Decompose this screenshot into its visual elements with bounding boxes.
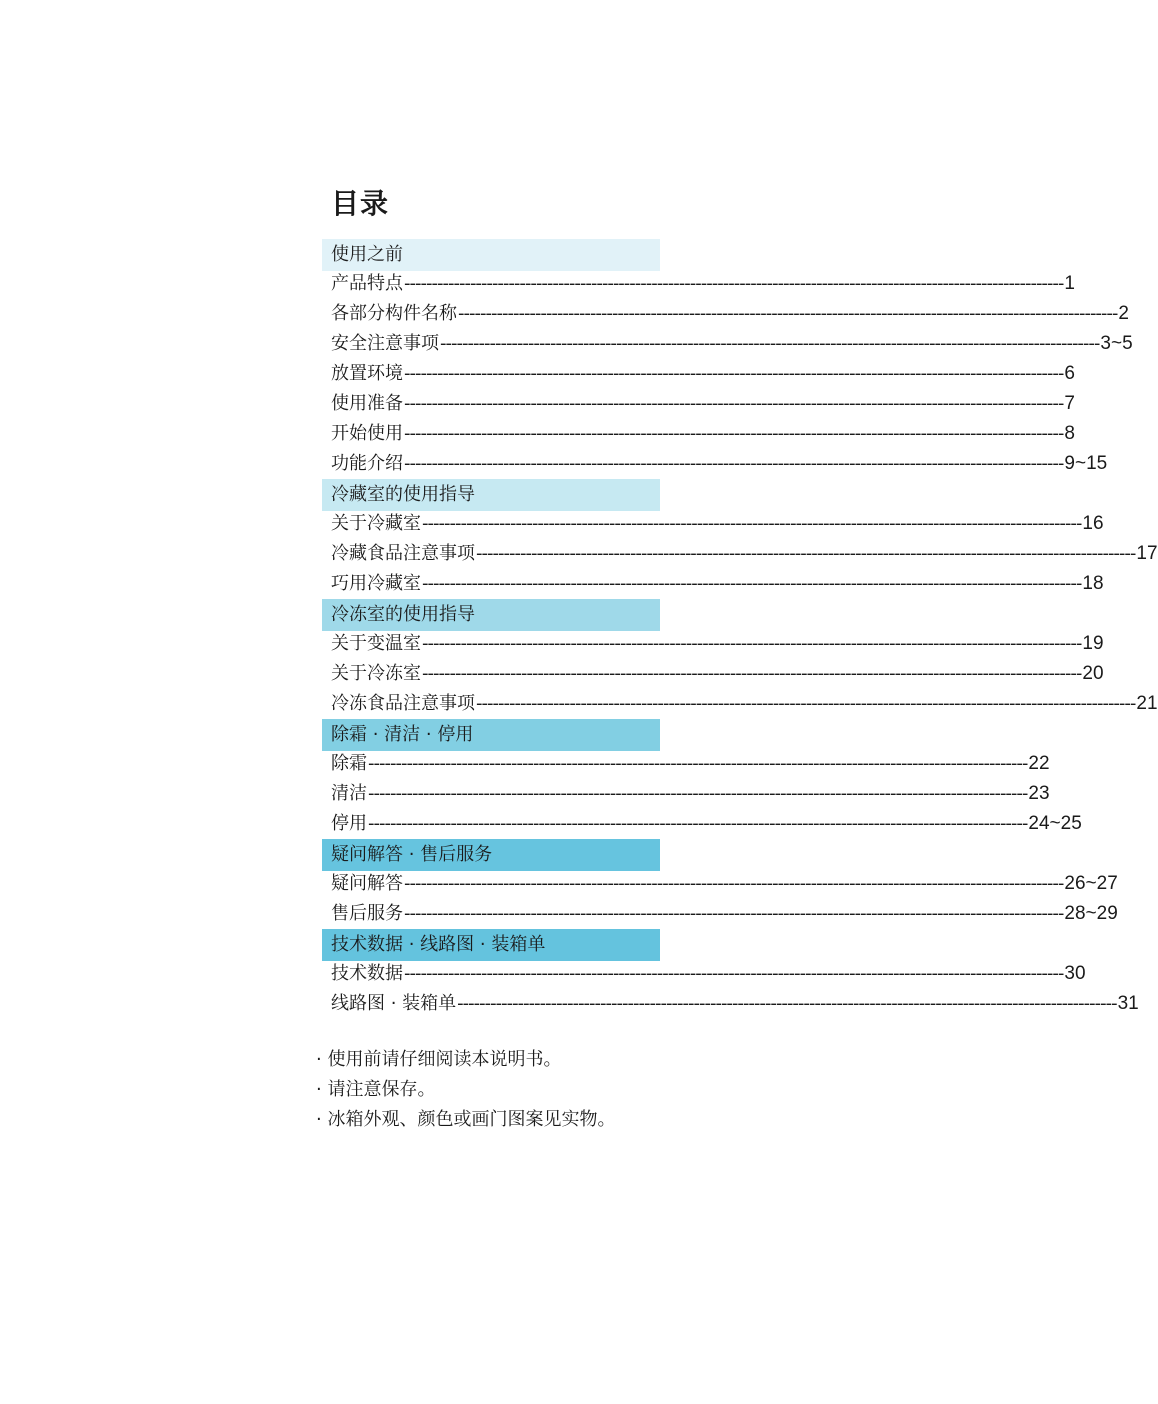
toc-entry[interactable] xyxy=(322,509,1104,539)
dot-leader: ------------------------------------------------------------------------------------------------------------------------ xyxy=(368,753,1028,774)
toc-entry-label: 产品特点 xyxy=(331,273,403,294)
toc-entry-label: 放置环境 xyxy=(331,363,403,384)
toc-entry-page: 21 xyxy=(1136,693,1158,714)
section-header-label: 冷藏室的使用指导 xyxy=(331,484,475,505)
toc-entry[interactable] xyxy=(322,419,1075,449)
toc-entry-label: 冷藏食品注意事项 xyxy=(331,543,475,564)
dot-leader: ------------------------------------------------------------------------------------------------------------------------ xyxy=(404,273,1064,294)
toc-entry-label: 开始使用 xyxy=(331,423,403,444)
dot-leader: ------------------------------------------------------------------------------------------------------------------------ xyxy=(458,303,1118,324)
toc-entry-label: 冷冻食品注意事项 xyxy=(331,693,475,714)
dot-leader: ------------------------------------------------------------------------------------------------------------------------ xyxy=(404,873,1064,894)
toc-entry[interactable] xyxy=(322,689,1158,719)
toc-entry-label: 售后服务 xyxy=(331,903,403,924)
toc-entry-page: 7 xyxy=(1064,393,1075,414)
toc-entry-page: 26~27 xyxy=(1064,873,1118,894)
note-item: · 冰箱外观、颜色或画门图案见实物。 xyxy=(316,1109,616,1130)
toc-entry[interactable] xyxy=(322,959,1086,989)
toc-entry[interactable] xyxy=(322,389,1075,419)
toc-entry[interactable] xyxy=(322,359,1075,389)
toc-entry-page: 1 xyxy=(1064,273,1075,294)
toc-entry[interactable] xyxy=(322,329,1133,359)
dot-leader: ------------------------------------------------------------------------------------------------------------------------ xyxy=(404,963,1064,984)
section-header-label: 冷冻室的使用指导 xyxy=(331,604,475,625)
toc-entry[interactable] xyxy=(322,749,1050,779)
toc-entry-label: 疑问解答 xyxy=(331,873,403,894)
section-header xyxy=(322,479,660,511)
page-title: 目录 xyxy=(331,187,390,220)
section-header xyxy=(322,719,660,751)
dot-leader: ------------------------------------------------------------------------------------------------------------------------ xyxy=(440,333,1100,354)
toc-entry-page: 18 xyxy=(1082,573,1104,594)
toc-entry[interactable] xyxy=(322,299,1129,329)
toc-entry[interactable] xyxy=(322,629,1104,659)
section-header-label: 技术数据 · 线路图 · 装箱单 xyxy=(331,934,546,955)
toc-entry-label: 线路图 · 装箱单 xyxy=(331,993,457,1014)
section-header xyxy=(322,239,660,271)
dot-leader: ------------------------------------------------------------------------------------------------------------------------ xyxy=(368,813,1028,834)
toc-entry-label: 除霜 xyxy=(331,753,367,774)
toc-entry-page: 19 xyxy=(1082,633,1104,654)
toc-entry-page: 28~29 xyxy=(1064,903,1118,924)
toc-entry-label: 关于变温室 xyxy=(331,633,421,654)
toc-entry-page: 8 xyxy=(1064,423,1075,444)
dot-leader: ------------------------------------------------------------------------------------------------------------------------ xyxy=(404,423,1064,444)
toc-entry[interactable] xyxy=(322,269,1075,299)
toc-entry-page: 17 xyxy=(1136,543,1158,564)
toc-entry-page: 24~25 xyxy=(1028,813,1082,834)
toc-entry-label: 停用 xyxy=(331,813,367,834)
dot-leader: ------------------------------------------------------------------------------------------------------------------------ xyxy=(422,633,1082,654)
toc-entry-label: 各部分构件名称 xyxy=(331,303,457,324)
toc-entry-page: 2 xyxy=(1118,303,1129,324)
toc-entry-label: 关于冷藏室 xyxy=(331,513,421,534)
table-of-contents xyxy=(322,239,1158,1019)
section-header xyxy=(322,599,660,631)
section-header-label: 使用之前 xyxy=(331,244,403,265)
toc-entry-label: 使用准备 xyxy=(331,393,403,414)
dot-leader: ------------------------------------------------------------------------------------------------------------------------ xyxy=(476,693,1136,714)
toc-entry-page: 3~5 xyxy=(1100,333,1133,354)
dot-leader: ------------------------------------------------------------------------------------------------------------------------ xyxy=(457,993,1117,1014)
dot-leader: ------------------------------------------------------------------------------------------------------------------------ xyxy=(422,573,1082,594)
note-item: · 使用前请仔细阅读本说明书。 xyxy=(316,1049,562,1070)
toc-entry-label: 清洁 xyxy=(331,783,367,804)
toc-entry[interactable] xyxy=(322,659,1104,689)
dot-leader: ------------------------------------------------------------------------------------------------------------------------ xyxy=(404,453,1064,474)
toc-entry[interactable] xyxy=(322,989,1139,1019)
note-item: · 请注意保存。 xyxy=(316,1079,436,1100)
toc-entry-label: 巧用冷藏室 xyxy=(331,573,421,594)
section-header-label: 疑问解答 · 售后服务 xyxy=(331,844,493,865)
section-header-label: 除霜 · 清洁 · 停用 xyxy=(331,724,474,745)
toc-entry-page: 9~15 xyxy=(1064,453,1108,474)
dot-leader: ------------------------------------------------------------------------------------------------------------------------ xyxy=(368,783,1028,804)
toc-entry[interactable] xyxy=(322,569,1104,599)
toc-entry-page: 23 xyxy=(1028,783,1050,804)
toc-entry-page: 30 xyxy=(1064,963,1086,984)
dot-leader: ------------------------------------------------------------------------------------------------------------------------ xyxy=(404,363,1064,384)
toc-entry-label: 关于冷冻室 xyxy=(331,663,421,684)
notes-list xyxy=(316,1045,916,1135)
section-header xyxy=(322,839,660,871)
toc-entry-page: 16 xyxy=(1082,513,1104,534)
toc-entry-label: 安全注意事项 xyxy=(331,333,439,354)
toc-entry[interactable] xyxy=(322,539,1158,569)
dot-leader: ------------------------------------------------------------------------------------------------------------------------ xyxy=(422,513,1082,534)
toc-entry[interactable] xyxy=(322,899,1118,929)
dot-leader: ------------------------------------------------------------------------------------------------------------------------ xyxy=(422,663,1082,684)
toc-entry-page: 22 xyxy=(1028,753,1050,774)
toc-entry[interactable] xyxy=(322,779,1050,809)
toc-entry[interactable] xyxy=(322,869,1118,899)
dot-leader: ------------------------------------------------------------------------------------------------------------------------ xyxy=(404,903,1064,924)
toc-entry[interactable] xyxy=(322,809,1082,839)
toc-entry-page: 20 xyxy=(1082,663,1104,684)
section-header xyxy=(322,929,660,961)
toc-entry[interactable] xyxy=(322,449,1108,479)
toc-entry-label: 技术数据 xyxy=(331,963,403,984)
toc-entry-label: 功能介绍 xyxy=(331,453,403,474)
dot-leader: ------------------------------------------------------------------------------------------------------------------------ xyxy=(476,543,1136,564)
toc-entry-page: 6 xyxy=(1064,363,1075,384)
toc-entry-page: 31 xyxy=(1117,993,1139,1014)
dot-leader: ------------------------------------------------------------------------------------------------------------------------ xyxy=(404,393,1064,414)
